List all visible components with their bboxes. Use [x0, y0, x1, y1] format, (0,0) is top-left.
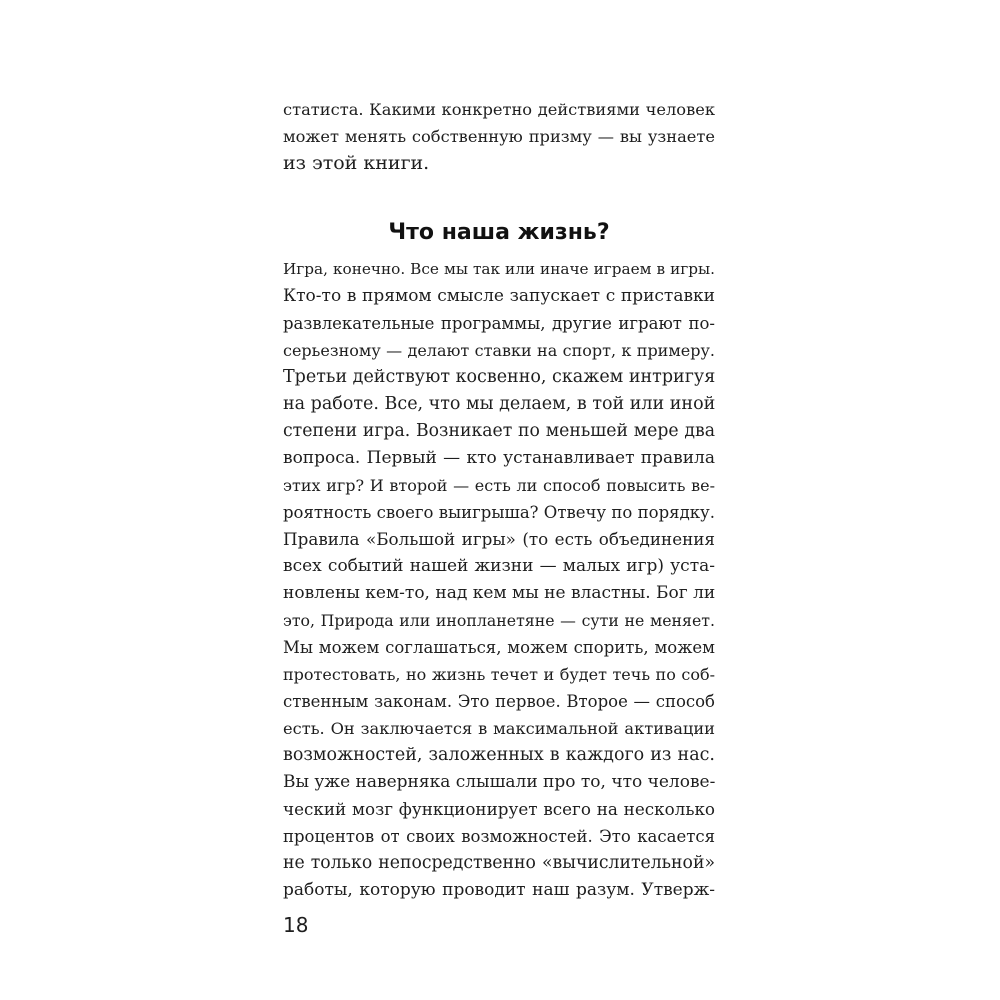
- text-line: степени игра. Возникает по меньшей мере два: [283, 421, 715, 441]
- text-line: Вы уже наверняка слышали про то, что челове-: [283, 772, 716, 792]
- text-line: может менять собственную призму — вы узнаете: [283, 127, 715, 146]
- text-line: Правила «Большой игры» (то есть объединения: [283, 529, 715, 549]
- text-line: всех событий нашей жизни — малых игр) уста-: [283, 556, 715, 576]
- intro-paragraph: [283, 96, 715, 177]
- section-heading: Что наша жизнь?: [388, 220, 610, 245]
- text-line: серьезному — делают ставки на спорт, к примеру.: [283, 341, 715, 360]
- text-line: Мы можем соглашаться, можем спорить, можем: [283, 638, 715, 657]
- text-line: процентов от своих возможностей. Это касается: [283, 827, 715, 846]
- text-line: ческий мозг функционирует всего на несколько: [283, 799, 715, 819]
- text-line: это, Природа или инопланетяне — сути не меняет.: [283, 611, 715, 630]
- text-line: новлены кем-то, над кем мы не властны. Бог ли: [283, 583, 716, 603]
- text-line: из этой книги.: [283, 152, 430, 174]
- text-line: не только непосредственно «вычислительной»: [283, 853, 715, 873]
- text-line: на работе. Все, что мы делаем, в той или иной: [283, 394, 716, 414]
- text-line: возможностей, заложенных в каждого из нас.: [283, 745, 715, 765]
- page-number: 18: [283, 913, 309, 937]
- text-line: статиста. Какими конкретно действиями человек: [283, 100, 715, 119]
- text-line: этих игр? И второй — есть ли способ повысить ве-: [283, 476, 715, 495]
- text-line: вопроса. Первый — кто устанавливает правила: [283, 448, 715, 468]
- text-line: развлекательные программы, другие играют по-: [283, 314, 715, 333]
- body-paragraph: [283, 256, 715, 904]
- text-line: есть. Он заключается в максимальной активации: [283, 719, 715, 738]
- text-line: роятность своего выигрыша? Отвечу по порядку.: [283, 503, 715, 522]
- text-line: Игра, конечно. Все мы так или иначе играем в игры.: [283, 260, 715, 278]
- text-line: Кто-то в прямом смысле запускает с приставки: [283, 286, 715, 306]
- text-line: Третьи действуют косвенно, скажем интригуя: [283, 367, 716, 387]
- text-line: работы, которую проводит наш разум. Утверж-: [283, 880, 715, 900]
- text-line: ственным законам. Это первое. Второе — способ: [283, 692, 715, 711]
- text-line: протестовать, но жизнь течет и будет течь по соб-: [283, 665, 715, 684]
